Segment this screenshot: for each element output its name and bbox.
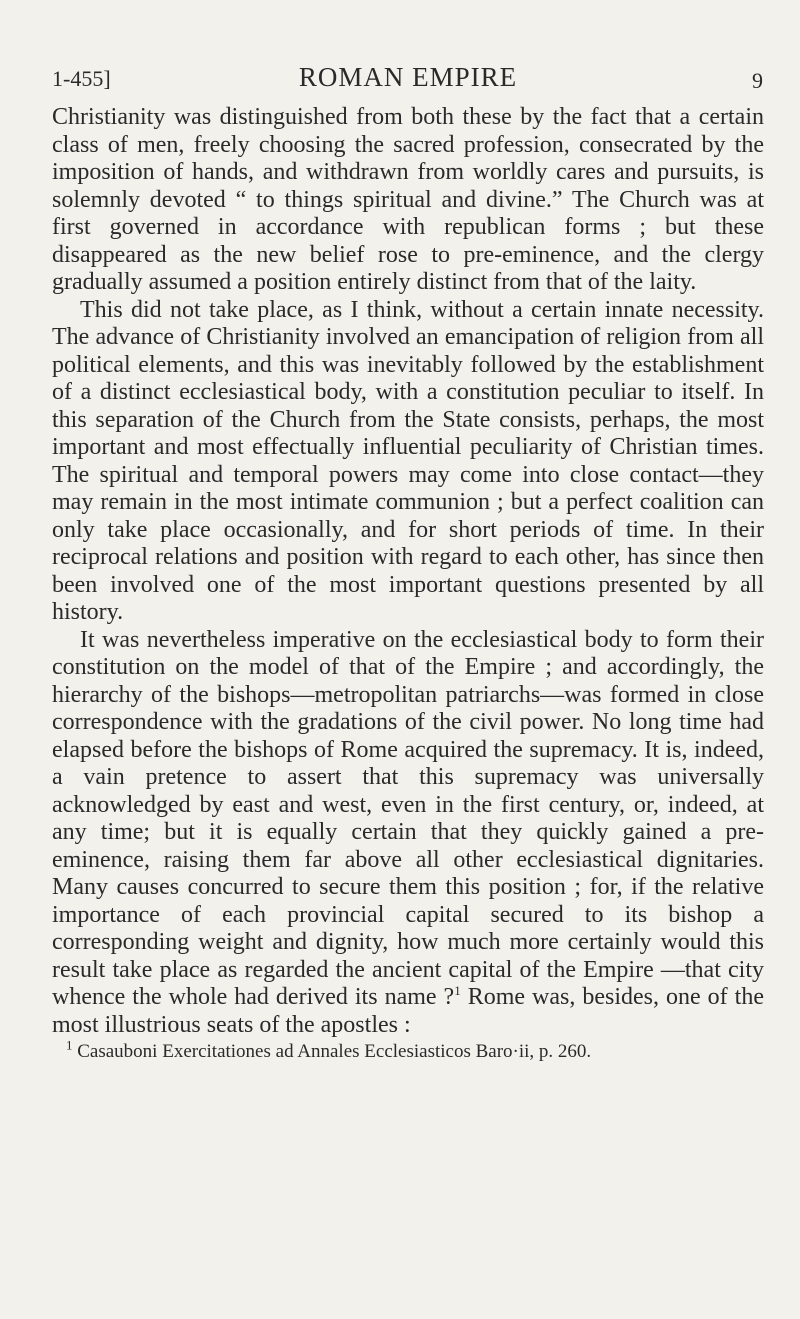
paragraph-text: It was nevertheless imperative on the ecclesiastical body to form their constitution on the model of that of the Empire ; and accordingly, the hierarchy of the bishops—metropolitan patriarchs—was formed in close correspondence with the gradations of the civil power. No long time had elapsed before the bishops of Rome acquired the supremacy. It is, indeed, a vain pretence to assert that this supremacy was universally acknowledged by east and west, even in the first century, or, indeed, at any time; but it is equally certain that they quickly gained a pre-eminence, raising them far above all other ecclesiastical dignitaries. Many causes concurred to secure them this position ; for, if the relative importance of each provincial capital secured to its bishop a corresponding weight and dignity, how much more certainly would this result take place as regarded the ancient capital of the Empire —that city whence the whole had derived its name ? [52,626,764,1010]
section-range: 1-455] [52,66,111,91]
paragraph: This did not take place, as I think, without a certain innate necessity. The advance of Christianity involved an emancipation of religion from all political elements, and this was inevitably followed by the establishment of a distinct ecclesiastical body, with a constitution peculiar to itself. In this separation of the Church from the State consists, perhaps, the most important and most effectually influential peculiarity of Christian times. The spiritual and temporal powers may come into close contact—they may remain in the most intimate communion ; but a perfect coalition can only take place occasionally, and for short periods of time. In their reciprocal relations and position with regard to each other, has since then been involved one of the most important questions presented by all history. [52,296,764,625]
book-page [52,56,764,1063]
paragraph-text-tail: Rome was, besides, one of the most illustrious seats of the apostles : [52,984,764,1038]
paragraph: Christianity was distinguished from both these by the fact that a certain class of men, freely choosing the sacred profession, consecrated by the imposition of hands, and withdrawn from worldly cares and pursuits, is solemnly devoted “ to things spiritual and divine.” The Church was at first governed in accordance with republican forms ; but these disappeared as the new belief rose to pre-eminence, and the clergy gradually assumed a position entirely distinct from that of the laity. [52,104,764,295]
footnote [52,1037,764,1063]
footnote-reference[interactable]: 1 [454,983,461,998]
running-title: ROMAN EMPIRE [298,62,518,92]
body-text [52,104,764,1039]
page-number: 9 [752,68,764,93]
footnote-text: Casauboni Exercitationes ad Annales Ecclesiasticos Baro·ii, p. 260. [72,1041,592,1062]
running-head [52,56,764,100]
paragraph [52,627,764,1040]
footnote-marker: 1 [66,1037,73,1053]
